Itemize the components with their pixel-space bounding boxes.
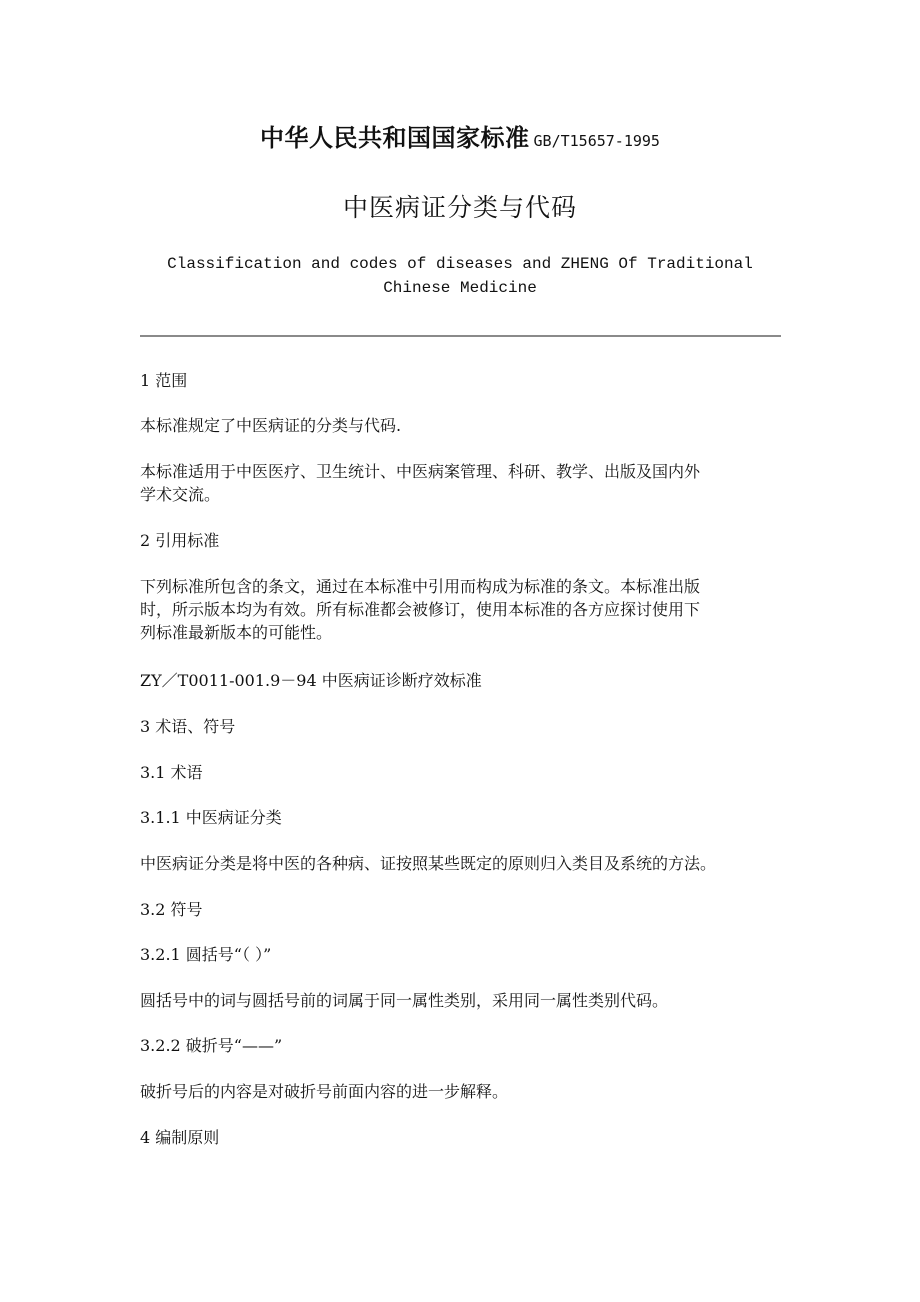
section-3-1-1-text: 中医病证分类是将中医的各种病、证按照某些既定的原则归入类目及系统的方法。 xyxy=(140,854,717,873)
document-subtitle: Classification and codes of diseases and ZHENG Of Traditional Chinese Medicine xyxy=(167,255,753,297)
section-3-1-1-heading: 3.1.1 中医病证分类 xyxy=(140,808,282,827)
section-3-2-1-text: 圆括号中的词与圆括号前的词属于同一属性类别，采用同一属性类别代码。 xyxy=(140,991,669,1010)
section-1-heading: 1 范围 xyxy=(140,371,188,390)
document-title: 中医病证分类与代码 xyxy=(342,193,577,222)
section-2-reference: ZY／T0011-001.9－94 中医病证诊断疗效标准 xyxy=(140,671,482,690)
section-2-heading: 2 引用标准 xyxy=(140,531,220,550)
standard-code: GB/T15657-1995 xyxy=(533,132,660,150)
title-divider xyxy=(140,335,781,337)
paragraph-line: 本标准适用于中医医疗、卫生统计、中医病案管理、科研、教学、出版及国内外 xyxy=(140,462,701,481)
standard-title: 中华人民共和国国家标准 xyxy=(260,124,530,152)
paragraph-line: 学术交流。 xyxy=(140,485,221,504)
section-1-paragraph-1: 本标准规定了中医病证的分类与代码. xyxy=(140,416,402,435)
standard-header xyxy=(0,118,920,153)
section-3-2-heading: 3.2 符号 xyxy=(140,900,203,919)
section-3-1-heading: 3.1 术语 xyxy=(140,763,203,782)
section-1-paragraph-2 xyxy=(140,460,785,506)
section-3-heading: 3 术语、符号 xyxy=(140,717,236,736)
paragraph-line: 下列标准所包含的条文，通过在本标准中引用而构成为标准的条文。本标准出版 xyxy=(140,577,701,596)
section-3-2-1-heading: 3.2.1 圆括号“（ ）” xyxy=(140,945,272,964)
paragraph-line: 列标准最新版本的可能性。 xyxy=(140,623,333,642)
section-3-2-2-text: 破折号后的内容是对破折号前面内容的进一步解释。 xyxy=(140,1082,509,1101)
section-2-paragraph-1 xyxy=(140,575,785,644)
section-4-heading: 4 编制原则 xyxy=(140,1128,220,1147)
section-3-2-2-heading: 3.2.2 破折号“——” xyxy=(140,1036,283,1055)
paragraph-line: 时，所示版本均为有效。所有标准都会被修订，使用本标准的各方应探讨使用下 xyxy=(140,600,701,619)
